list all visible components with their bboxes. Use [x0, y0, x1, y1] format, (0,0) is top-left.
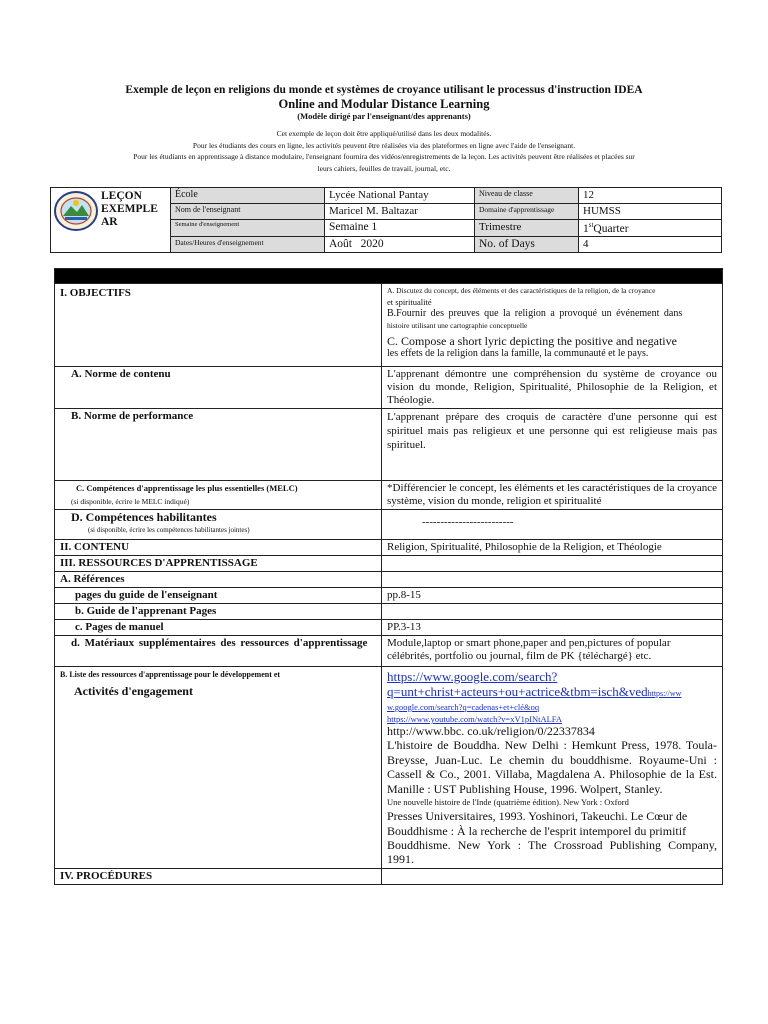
procedures-label: IV. PROCÉDURES	[55, 868, 382, 884]
grade-label: Niveau de classe	[475, 188, 579, 204]
resources-value	[382, 556, 723, 572]
intro-line: Cet exemple de leçon doit être appliqué/utilisé dans les deux modalités.	[276, 129, 492, 138]
list-label: B. Liste des ressources d'apprentissage pour le développement et	[60, 670, 281, 679]
teacher-value: Maricel M. Baltazar	[325, 204, 475, 220]
performance-standard-label: B. Norme de performance	[55, 409, 382, 481]
lesson-plan-table	[54, 268, 723, 885]
intro-line: leurs cahiers, feuilles de travail, journal, etc.	[317, 163, 451, 173]
term-label: Trimestre	[475, 220, 579, 237]
reference-text: Presses Universitaires, 1993. Yoshinori, Takeuchi. Le Cœur de	[387, 809, 688, 823]
reference-bbc: http://www.bbc. co.uk/religion/0/22337834	[387, 724, 595, 738]
performance-standard-value: L'apprenant prépare des croquis de caractère d'une personne qui est spirituel mais pas religieux et une personne qui est religieuse mais pas spirituel.	[382, 409, 723, 481]
reference-text: Bouddhisme. New York : The Crossroad Publishing Company, 1991.	[387, 837, 717, 866]
grade-value: 12	[579, 188, 722, 204]
references-value	[382, 572, 723, 588]
document-header	[0, 83, 768, 174]
enabling-label: D. Compétences habilitantes	[71, 510, 217, 524]
lesson-logo-text: LEÇON EXEMPLE AR	[101, 190, 158, 228]
teacher-label: Nom de l'enseignant	[171, 204, 325, 220]
melc-label: C. Compétences d'apprentissage les plus essentielles (MELC)	[76, 483, 298, 493]
resource-link[interactable]: w.google.com/search?q=cadenas+et+clé&oq	[387, 702, 540, 712]
days-value: 4	[579, 236, 722, 252]
melc-sublabel: (si disponible, écrire le MELC indiqué)	[71, 497, 190, 506]
intro-line: Pour les étudiants en apprentissage à distance modulaire, l'enseignant fournira des vidéos/enregistrements de la leçon. Les activités peuvent être réalisées et placées sur	[133, 152, 635, 161]
document-note: (Modèle dirigé par l'enseignant/des apprenants)	[297, 111, 471, 121]
days-label: No. of Days	[475, 236, 579, 252]
resource-link[interactable]: https://www.youtube.com/watch?v=xV1pINtALFA	[387, 714, 563, 724]
resource-link-row	[387, 684, 717, 701]
objectives-value: A. Discutez du concept, des éléments et des caractéristiques de la religion, de la croyance et spiritualité B.Fournir des preuves que la religion a provoqué un événement dans histoire utilisant une cartographie conceptuelle C. Compose a short lyric depicting the positive and negative les effets de la religion dans la famille, la communauté et le pays.	[382, 284, 723, 367]
textbook-label: c. Pages de manuel	[55, 620, 382, 636]
textbook-value: PP.3-13	[382, 620, 723, 636]
domain-value: HUMSS	[579, 204, 722, 220]
document-subtitle: Online and Modular Distance Learning	[278, 97, 490, 111]
enabling-value: -------------------------	[382, 510, 723, 540]
materials-label: d. Matériaux supplémentaires des ressources d'apprentissage	[55, 636, 382, 667]
enabling-cell	[55, 510, 382, 540]
document-title: Exemple de leçon en religions du monde et systèmes de croyance utilisant le processus d'instruction IDEA	[125, 84, 643, 96]
dates-label: Dates/Heures d'enseignement	[171, 236, 325, 252]
school-seal-icon	[53, 190, 99, 232]
content-label: II. CONTENU	[55, 540, 382, 556]
learner-guide-label: b. Guide de l'apprenant Pages	[55, 604, 382, 620]
lesson-logo-cell	[51, 188, 171, 253]
objectives-label: I. OBJECTIFS	[55, 284, 382, 367]
week-label: Semaine d'enseignement	[171, 220, 325, 237]
content-standard-label: A. Norme de contenu	[55, 367, 382, 409]
school-label: École	[171, 188, 325, 204]
materials-value: Module,laptop or smart phone,paper and pen,pictures of popular célébrités, portfolio ou journal, film de PK {téléchargé} etc.	[382, 636, 723, 667]
references-label: A. Références	[55, 572, 382, 588]
intro-line: Pour les étudiants des cours en ligne, les activités peuvent être réalisées via des plateformes en ligne avec l'aide de l'enseignant.	[192, 140, 576, 150]
table-header-bar	[55, 269, 723, 284]
procedures-value	[382, 868, 723, 884]
resources-label: III. RESSOURCES D'APPRENTISSAGE	[55, 556, 382, 572]
teacher-guide-value: pp.8-15	[382, 588, 723, 604]
lesson-info-table	[50, 187, 722, 253]
melc-cell	[55, 481, 382, 510]
teacher-guide-label: pages du guide de l'enseignant	[55, 588, 382, 604]
content-value: Religion, Spiritualité, Philosophie de la Religion, et Théologie	[382, 540, 723, 556]
content-standard-value: L'apprenant démontre une compréhension du système de croyance ou vision du monde, Religion, Spiritualité, Philosophie de la Religion, et Théologie.	[382, 367, 723, 409]
melc-value: *Différencier le concept, les éléments et les caractéristiques de la croyance système, vision du monde, religion et spiritualité	[382, 481, 723, 510]
learning-resources-links	[382, 667, 723, 869]
dates-value: Août 2020	[325, 236, 475, 252]
learner-guide-value	[382, 604, 723, 620]
week-value: Semaine 1	[325, 220, 475, 237]
resource-link[interactable]: https://ww	[647, 689, 682, 698]
intro-paragraph	[0, 128, 768, 174]
resource-link[interactable]: https://www.google.com/search?	[387, 669, 558, 684]
domain-label: Domaine d'apprentissage	[475, 204, 579, 220]
resource-link[interactable]: q=unt+christ+acteurs+ou+actrice&tbm=isch&ved	[387, 684, 648, 699]
learning-resources-list-cell	[55, 667, 382, 869]
enabling-sublabel: (si disponible, écrire les compétences habilitantes jointes)	[88, 526, 250, 534]
reference-text: Bouddhisme : À la recherche de l'esprit intemporel du primitif	[387, 823, 687, 838]
reference-text: Une nouvelle histoire de l'Inde (quatrième édition). New York : Oxford	[387, 797, 629, 807]
term-value: 1stQuarter	[579, 220, 722, 237]
activities-label: Activités d'engagement	[74, 684, 193, 698]
reference-text: L'histoire de Bouddha. New Delhi : Hemkunt Press, 1978. Toula-Breysse, Juan-Luc. Le chemin du bouddhisme. Royaume-Uni : Cassell & Co., 2001. Villaba, Magdalena A. Philosophie de la Est. Manille : UST Publishing House, 1996. Wolpert, Stanley.	[387, 738, 717, 796]
school-value: Lycée National Pantay	[325, 188, 475, 204]
